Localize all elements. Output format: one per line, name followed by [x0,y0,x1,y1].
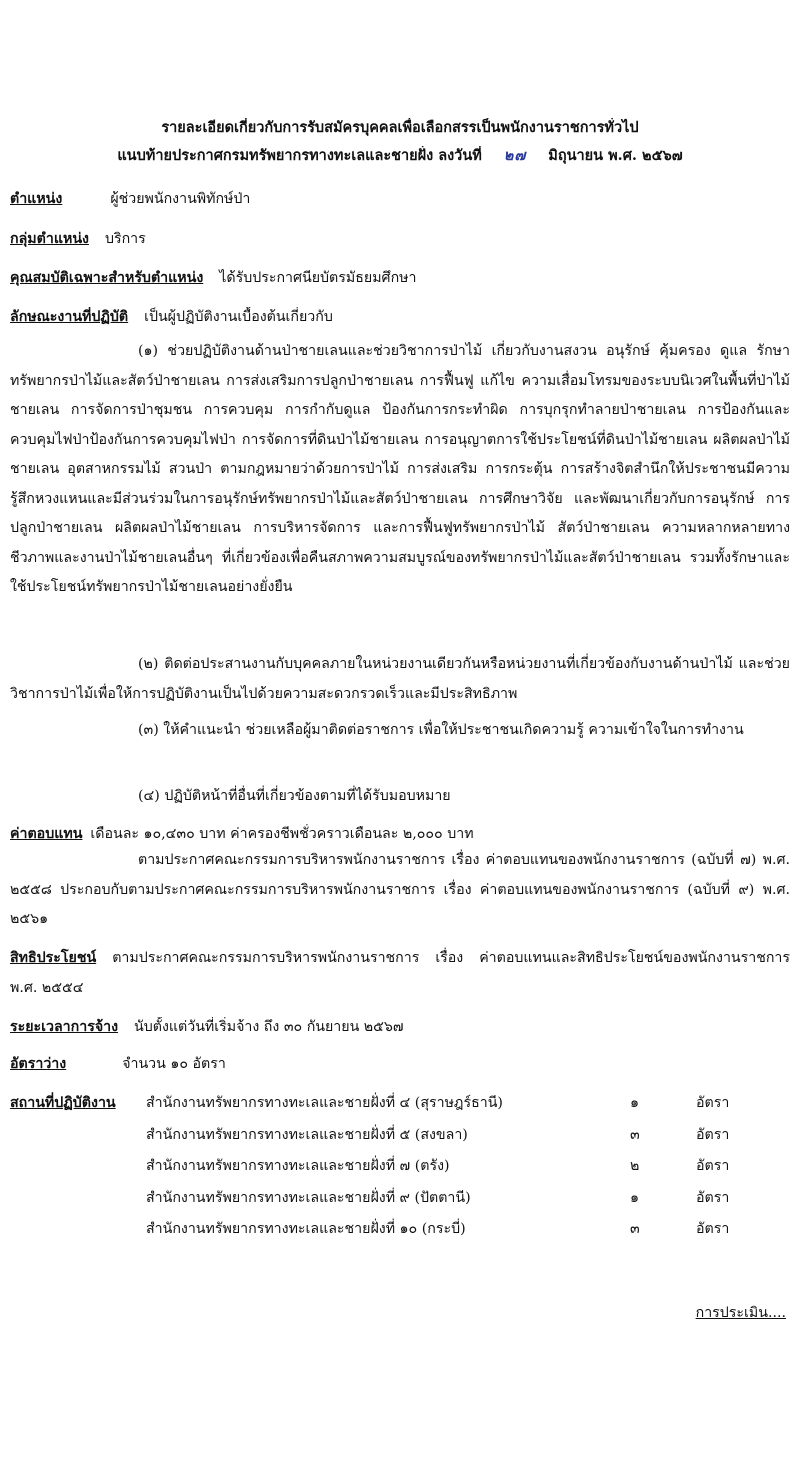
office-name: สำนักงานทรัพยากรทางทะเลและชายฝั่งที่ ๗ (ตรัง) [146,1158,450,1174]
duty-item-4 [10,782,790,812]
position-label: ตำแหน่ง [10,191,63,207]
benefits-block [10,944,790,1004]
duration-label: ระยะเวลาการจ้าง [10,1019,119,1035]
title-line1: รายละเอียดเกี่ยวกับการรับสมัครบุคคลเพื่อเลือกสรรเป็นพนักงานราชการทั่วไป [161,119,639,136]
office-unit: อัตรา [696,1190,730,1206]
vacancy-label: อัตราว่าง [10,1056,67,1072]
compensation-label: ค่าตอบแทน [10,826,83,842]
duty-item-3 [10,716,790,776]
doc-title [0,118,800,138]
vacancy-line [10,1054,790,1074]
office-unit: อัตรา [696,1221,730,1237]
office-name: สำนักงานทรัพยากรทางทะเลและชายฝั่งที่ ๔ (สุราษฎร์ธานี) [146,1095,503,1111]
duties-intro: เป็นผู้ปฏิบัติงานเบื้องต้นเกี่ยวกับ [144,309,333,325]
subtitle-suffix: มิถุนายน พ.ศ. ๒๕๖๗ [548,147,683,164]
office-count: ๒ [630,1158,640,1174]
office-name: สำนักงานทรัพยากรทางทะเลและชายฝั่งที่ ๕ (สงขลา) [146,1127,468,1143]
group-label: กลุ่มตำแหน่ง [10,231,89,247]
position-line [10,189,790,209]
compensation-note [10,846,790,936]
group-line [10,229,790,249]
compensation-line [10,824,790,844]
workplace-row-4 [10,1187,790,1209]
benefits-label: สิทธิประโยชน์ [10,950,97,966]
duty-item-2-text: (๒) ติดต่อประสานงานกับบุคคลภายในหน่วยงานเดียวกันหรือหน่วยงานที่เกี่ยวข้องกับงานด้านป่าไม้ และช่วยวิชาการป่าไม้เพื่อให้การปฏิบัติงานเป็นไปด้วยความสะดวกรวดเร็วและมีประสิทธิภาพ [10,656,790,702]
vacancy-value: จำนวน ๑๐ อัตรา [122,1056,226,1072]
qualification-value: ได้รับประกาศนียบัตรมัธยมศึกษา [219,270,417,286]
duration-value: นับตั้งแต่วันที่เริ่มจ้าง ถึง ๓๐ กันยายน ๒๕๖๗ [134,1019,404,1035]
office-count: ๓ [630,1127,640,1143]
workplace-row-5 [10,1218,790,1240]
position-value: ผู้ช่วยพนักงานพิทักษ์ป่า [110,191,251,207]
duties-label: ลักษณะงานที่ปฏิบัติ [10,309,129,325]
continued-footer: การประเมิน.... [695,1305,786,1321]
duty-item-1-text: (๑) ช่วยปฏิบัติงานด้านป่าชายเลนและช่วยวิชาการป่าไม้ เกี่ยวกับงานสงวน อนุรักษ์ คุ้มครอง ดูแล รักษาทรัพยากรป่าไม้และสัตว์ป่าชายเลน การส่งเสริมการปลูกป่าชายเลน การฟื้นฟู แก้ไข ความเสื่อมโทรมของระบบนิเวศในพื้นที่ป่าไม้ชายเลน การจัดการป่าชุมชน การควบคุม การกำกับดูแล ป้องกันการกระทำผิด การบุกรุกทำลายป่าชายเลน การป้องกันและควบคุมไฟป่าป้องกันการควบคุมไฟป่า การจัดการที่ดินป่าไม้ชายเลน การอนุญาตการใช้ประโยชน์ที่ดินป่าไม้ชายเลน ผลิตผลป่าไม้ชายเลน อุตสาหกรรมไม้ สวนป่า ตามกฎหมายว่าด้วยการป่าไม้ การส่งเสริม การกระตุ้น การสร้างจิตสำนึกให้ประชาชนมีความรู้สึกหวงแหนและมีส่วนร่วมในการอนุรักษ์ทรัพยากรป่าไม้และสัตว์ป่าชายเลน การศึกษาวิจัย และพัฒนาเกี่ยวกับการอนุรักษ์ การปลูกป่าชายเลน ผลิตผลป่าไม้ชายเลน การบริหารจัดการ และการฟื้นฟูทรัพยากรป่าไม้ สัตว์ป่าชายเลน ความหลากหลายทางชีวภาพและงานป่าไม้ชายเลนอื่นๆ ที่เกี่ยวข้องเพื่อคืนสภาพความสมบูรณ์ของทรัพยากรป่าไม้และสัตว์ป่าชายเลน รวมทั้งรักษาและใช้ประโยชน์ทรัพยากรป่าไม้ชายเลนอย่างยั่งยืน [10,343,790,595]
office-name: สำนักงานทรัพยากรทางทะเลและชายฝั่งที่ ๑๐ (กระบี่) [146,1221,466,1237]
qualification-line [10,268,790,288]
duties-line [10,307,790,327]
compensation-note-text: ตามประกาศคณะกรรมการบริหารพนักงานราชการ เรื่อง ค่าตอบแทนของพนักงานราชการ (ฉบับที่ ๗) พ.ศ. ๒๕๕๘ ประกอบกับตามประกาศคณะกรรมการบริหารพนักงานราชการ เรื่อง ค่าตอบแทนของพนักงานราชการ (ฉบับที่ ๙) พ.ศ. ๒๕๖๑ [10,852,790,927]
compensation-value: เดือนละ ๑๐,๔๓๐ บาท ค่าครองชีพชั่วคราวเดือนละ ๒,๐๐๐ บาท [90,826,474,842]
workplace-row-2 [10,1124,790,1146]
office-count: ๓ [630,1221,640,1237]
handwritten-day: ๒๗ [503,147,527,164]
duty-item-3-text: (๓) ให้คำแนะนำ ช่วยเหลือผู้มาติดต่อราชการ เพื่อให้ประชาชนเกิดความรู้ ความเข้าใจในการทำงาน [138,722,744,738]
duration-line [10,1017,790,1037]
duty-item-1 [10,337,790,637]
workplace-row-3 [10,1155,790,1177]
doc-subtitle [0,146,800,166]
workplace-label: สถานที่ปฏิบัติงาน [10,1095,116,1111]
office-count: ๑ [630,1095,640,1111]
benefits-value: ตามประกาศคณะกรรมการบริหารพนักงานราชการ เรื่อง ค่าตอบแทนและสิทธิประโยชน์ของพนักงานราชการ พ.ศ. ๒๕๕๔ [10,950,790,996]
office-unit: อัตรา [696,1158,730,1174]
workplace-row-1 [10,1092,790,1114]
qualification-label: คุณสมบัติเฉพาะสำหรับตำแหน่ง [10,270,204,286]
office-unit: อัตรา [696,1095,730,1111]
subtitle-prefix: แนบท้ายประกาศกรมทรัพยากรทางทะเลและชายฝั่ง ลงวันที่ [117,147,482,164]
office-unit: อัตรา [696,1127,730,1143]
duty-item-4-text: (๔) ปฏิบัติหน้าที่อื่นที่เกี่ยวข้องตามที่ได้รับมอบหมาย [138,788,451,804]
group-value: บริการ [104,231,146,247]
office-name: สำนักงานทรัพยากรทางทะเลและชายฝั่งที่ ๙ (ปัตตานี) [146,1190,471,1206]
duty-item-2 [10,650,790,710]
office-count: ๑ [630,1190,640,1206]
